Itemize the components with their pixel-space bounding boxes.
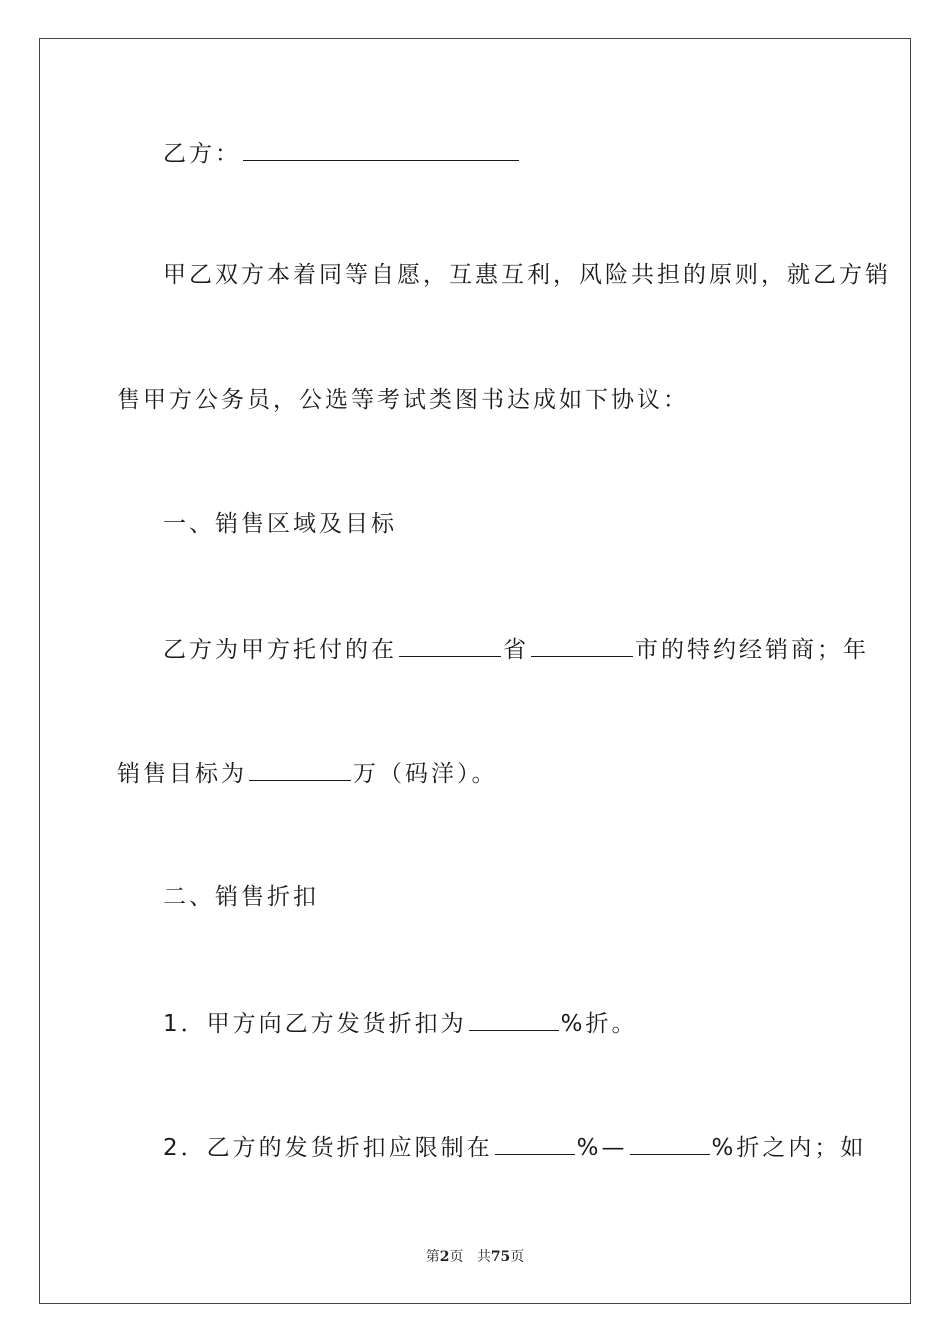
intro-line-2: 售甲方公务员，公选等考试类图书达成如下协议：: [117, 387, 689, 413]
province-text: 省: [503, 637, 529, 663]
target-blank[interactable]: [249, 758, 351, 781]
range-max-blank[interactable]: [630, 1132, 710, 1155]
discount-text-a: 1．甲方向乙方发货折扣为: [163, 1011, 467, 1037]
footer-total-suffix: 页: [510, 1249, 525, 1265]
province-blank[interactable]: [399, 634, 501, 657]
page-frame: [39, 38, 911, 1304]
section-2-item-2: [163, 1132, 866, 1163]
section-2-heading: 二、销售折扣: [163, 884, 319, 910]
city-blank[interactable]: [531, 634, 633, 657]
target-text-a: 销售目标为: [117, 761, 247, 787]
discount-text-b: %折。: [560, 1011, 638, 1037]
party-b-label: 乙方：: [163, 141, 241, 167]
party-b-line: [163, 138, 521, 169]
target-text-b: 万（码洋）。: [353, 761, 498, 787]
range-min-blank[interactable]: [495, 1132, 575, 1155]
page-footer: [0, 1246, 950, 1266]
footer-total-number: 75: [490, 1249, 511, 1265]
range-text-a: 2．乙方的发货折扣应限制在: [163, 1135, 493, 1161]
section-1-heading: 一、销售区域及目标: [163, 511, 397, 537]
discount-blank[interactable]: [469, 1008, 559, 1031]
range-text-c: %折之内；如: [711, 1135, 867, 1161]
section-2-item-1: [163, 1008, 638, 1039]
footer-page-number: 2: [439, 1249, 450, 1265]
footer-prefix: 第: [425, 1249, 440, 1265]
party-b-blank[interactable]: [243, 138, 519, 161]
region-text-a: 乙方为甲方托付的在: [163, 637, 397, 663]
footer-page-suffix: 页: [449, 1249, 464, 1265]
city-text: 市的特约经销商；年: [635, 637, 869, 663]
section-1-line-2: [117, 758, 498, 789]
intro-line-1: 甲乙双方本着同等自愿，互惠互利，风险共担的原则，就乙方销: [163, 262, 891, 288]
range-text-b: %—: [576, 1135, 628, 1161]
section-1-line-1: [163, 634, 869, 665]
footer-total-prefix: 共: [476, 1249, 491, 1265]
